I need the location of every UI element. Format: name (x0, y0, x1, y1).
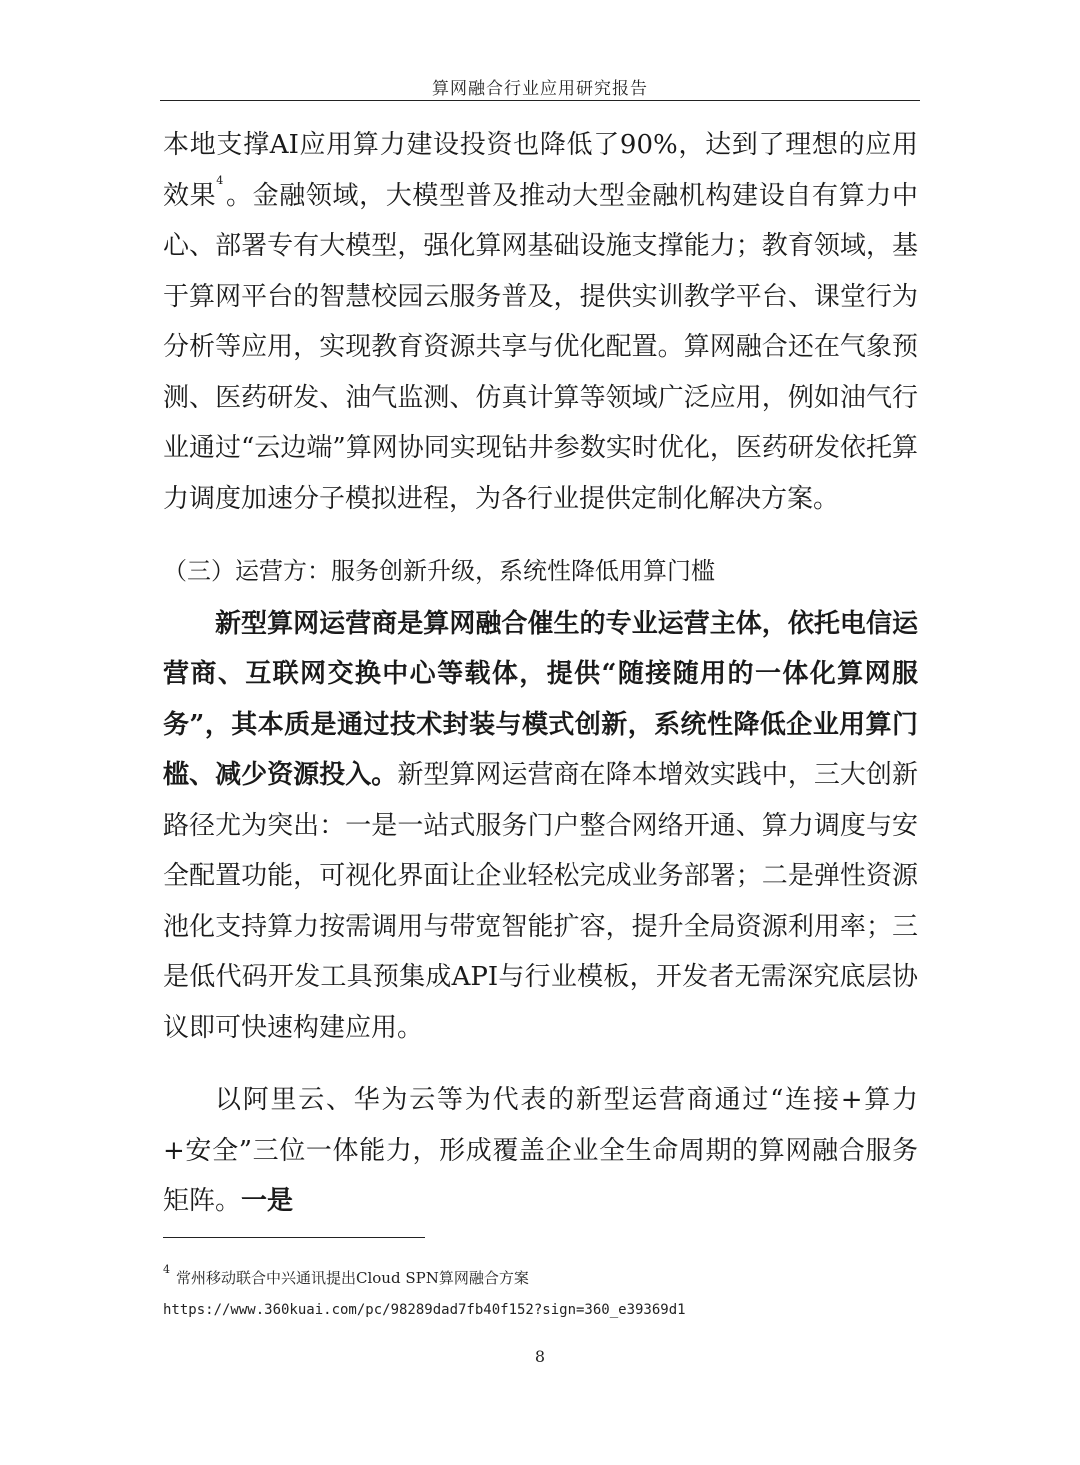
paragraph-1-text-a: 本地支撑AI应用算力建设投资也降低了90%，达到了理想的应用效果 (163, 130, 918, 211)
paragraph-3-text: 以阿里云、华为云等为代表的新型运营商通过“连接+算力+安全”三位一体能力，形成覆盖企业全生命周期的算网融合服务矩阵。 (163, 1085, 918, 1216)
paragraph-3 (163, 1075, 918, 1227)
paragraph-2-text: 新型算网运营商在降本增效实践中，三大创新路径尤为突出：一是一站式服务门户整合网络开通、算力调度与安全配置功能，可视化界面让企业轻松完成业务部署；二是弹性资源池化支持算力按需调用与带宽智能扩容，提升全局资源利用率；三是低代码开发工具预集成API与行业模板，开发者无需深究底层协议即可快速构建应用。 (163, 760, 918, 1043)
header-rule (160, 100, 920, 101)
footnote (163, 1262, 923, 1326)
page-number: 8 (534, 1347, 546, 1366)
paragraph-3-bold-tail: 一是 (241, 1186, 294, 1216)
paragraph-1 (163, 120, 918, 524)
paragraph-2-bold-lead: 新型算网运营商是算网融合催生的专业运营主体，依托电信运营商、互联网交换中心等载体，提供“随接随用的一体化算网服务”，其本质是通过技术封装与模式创新，系统性降低企业用算门槛、减少资源投入。 (163, 608, 918, 790)
footnote-number: 4 (163, 1263, 170, 1276)
body-text (163, 120, 918, 1227)
paragraph-gap (163, 1053, 918, 1075)
footnote-url[interactable]: https://www.360kuai.com/pc/98289dad7fb40f152?sign=360_e39369d1 (163, 1302, 686, 1318)
running-header: 算网融合行业应用研究报告 (432, 79, 648, 99)
section-heading: （三）运营方：服务创新升级，系统性降低用算门槛 (163, 557, 715, 585)
footnote-line (163, 1262, 923, 1294)
footnote-rule (163, 1237, 425, 1238)
footnote-text: 常州移动联合中兴通讯提出Cloud SPN算网融合方案 (176, 1269, 529, 1287)
paragraph-2 (163, 599, 918, 1054)
footnote-ref[interactable]: 4 (216, 173, 224, 187)
paragraph-1-text-b: 。金融领域，大模型普及推动大型金融机构建设自有算力中心、部署专有大模型，强化算网基础设施支撑能力；教育领域，基于算网平台的智慧校园云服务普及，提供实训教学平台、课堂行为分析等应用，实现教育资源共享与优化配置。算网融合还在气象预测、医药研发、油气监测、仿真计算等领域广泛应用，例如油气行业通过“云边端”算网协同实现钻井参数实时优化，医药研发依托算力调度加速分子模拟进程，为各行业提供定制化解决方案。 (163, 180, 918, 514)
